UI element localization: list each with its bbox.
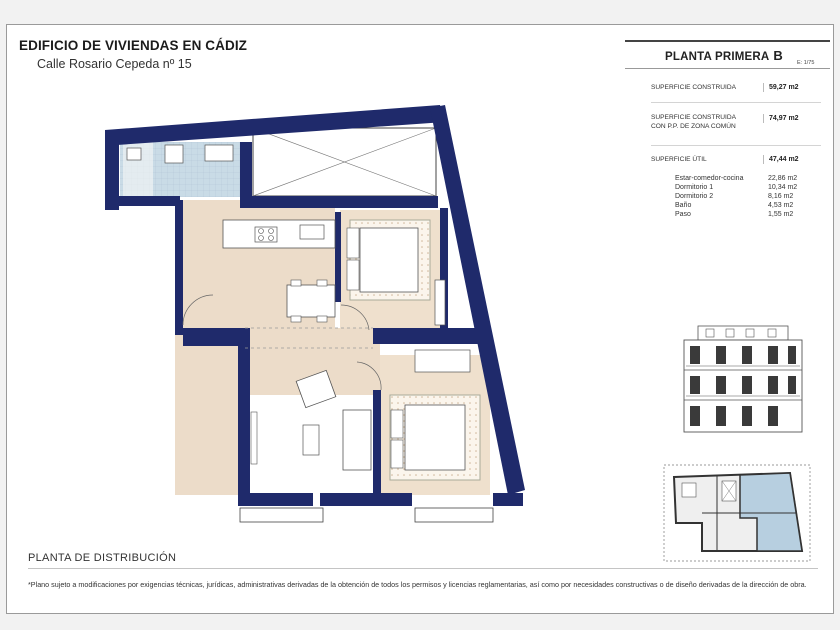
wall-bed1-left [335, 212, 341, 302]
shower [165, 145, 183, 163]
room-name: Estar-comedor-cocina [675, 175, 744, 182]
room-name: Baño [675, 202, 692, 209]
building-address: Calle Rosario Cepeda nº 15 [37, 57, 192, 71]
wall-bottom-left [238, 493, 313, 506]
key-plan-drawing [662, 463, 812, 563]
surface-rule-2 [651, 145, 821, 146]
wall-corridor-top [373, 328, 490, 344]
wardrobe-2 [435, 280, 445, 325]
built-common-label-2: CON P.P. DE ZONA COMÚN [651, 123, 736, 130]
built-common-label-1: SUPERFICIE CONSTRUIDA [651, 114, 736, 121]
useful-surface-label: SUPERFICIE ÚTIL [651, 156, 707, 163]
wall-left-mid [175, 200, 183, 335]
dining-table [287, 285, 335, 317]
legal-footnote: *Plano sujeto a modificaciones por exigencias técnicas, jurídicas, administrativas derivadas de la obtención de todos los permisos y licencias reglamentarias, así como por necesidades constructivas o de diseño derivadas de la dirección de obra. [28, 580, 807, 589]
surface-rule-1 [651, 102, 821, 103]
built-common-value: 74,97 m2 [763, 114, 799, 123]
room-area: 22,86 m2 [768, 175, 798, 182]
wall-bath-bottom [105, 196, 180, 206]
room-area: 4,53 m2 [768, 202, 794, 209]
useful-surface-value: 47,44 m2 [763, 155, 799, 164]
built-surface-label: SUPERFICIE CONSTRUIDA [651, 84, 736, 91]
wall-mid-left [183, 328, 245, 346]
sofa [343, 410, 371, 470]
wall-bed2-left [373, 390, 381, 495]
panel-sub-rule [625, 68, 830, 69]
plan-heading [665, 48, 783, 63]
balcony-left [240, 508, 323, 522]
plan-letter: B [773, 48, 783, 63]
divider [28, 568, 818, 569]
wall-bottom-mid [320, 493, 412, 506]
coffee-table [303, 425, 319, 455]
panel-top-rule [625, 40, 830, 42]
wall-left-lower [238, 328, 250, 506]
wall-bath-right [240, 142, 252, 200]
room-area: 10,34 m2 [768, 184, 798, 191]
built-surface-value: 59,27 m2 [763, 83, 799, 92]
washbasin [205, 145, 233, 161]
bed1 [360, 228, 418, 292]
balcony-right [415, 508, 493, 522]
room-name: Dormitorio 1 [675, 184, 714, 191]
facade-elevation-drawing [676, 322, 806, 440]
building-title: EDIFICIO DE VIVIENDAS EN CÁDIZ [19, 38, 248, 53]
room-name: Paso [675, 211, 691, 218]
room-name: Dormitorio 2 [675, 193, 714, 200]
plan-scale: E: 1/75 [797, 60, 815, 66]
tv-unit [251, 412, 257, 464]
plan-name: PLANTA PRIMERA [665, 51, 770, 63]
wardrobe-1 [415, 350, 470, 372]
kitchen-counter [223, 220, 335, 248]
plan-label: PLANTA DE DISTRIBUCIÓN [28, 552, 177, 564]
wall-bottom-right [493, 493, 523, 506]
wall-patio-bottom [240, 196, 438, 208]
bed2 [405, 405, 465, 470]
room-area: 1,55 m2 [768, 211, 794, 218]
room-area: 8,16 m2 [768, 193, 794, 200]
floor-plan-drawing [95, 100, 535, 540]
